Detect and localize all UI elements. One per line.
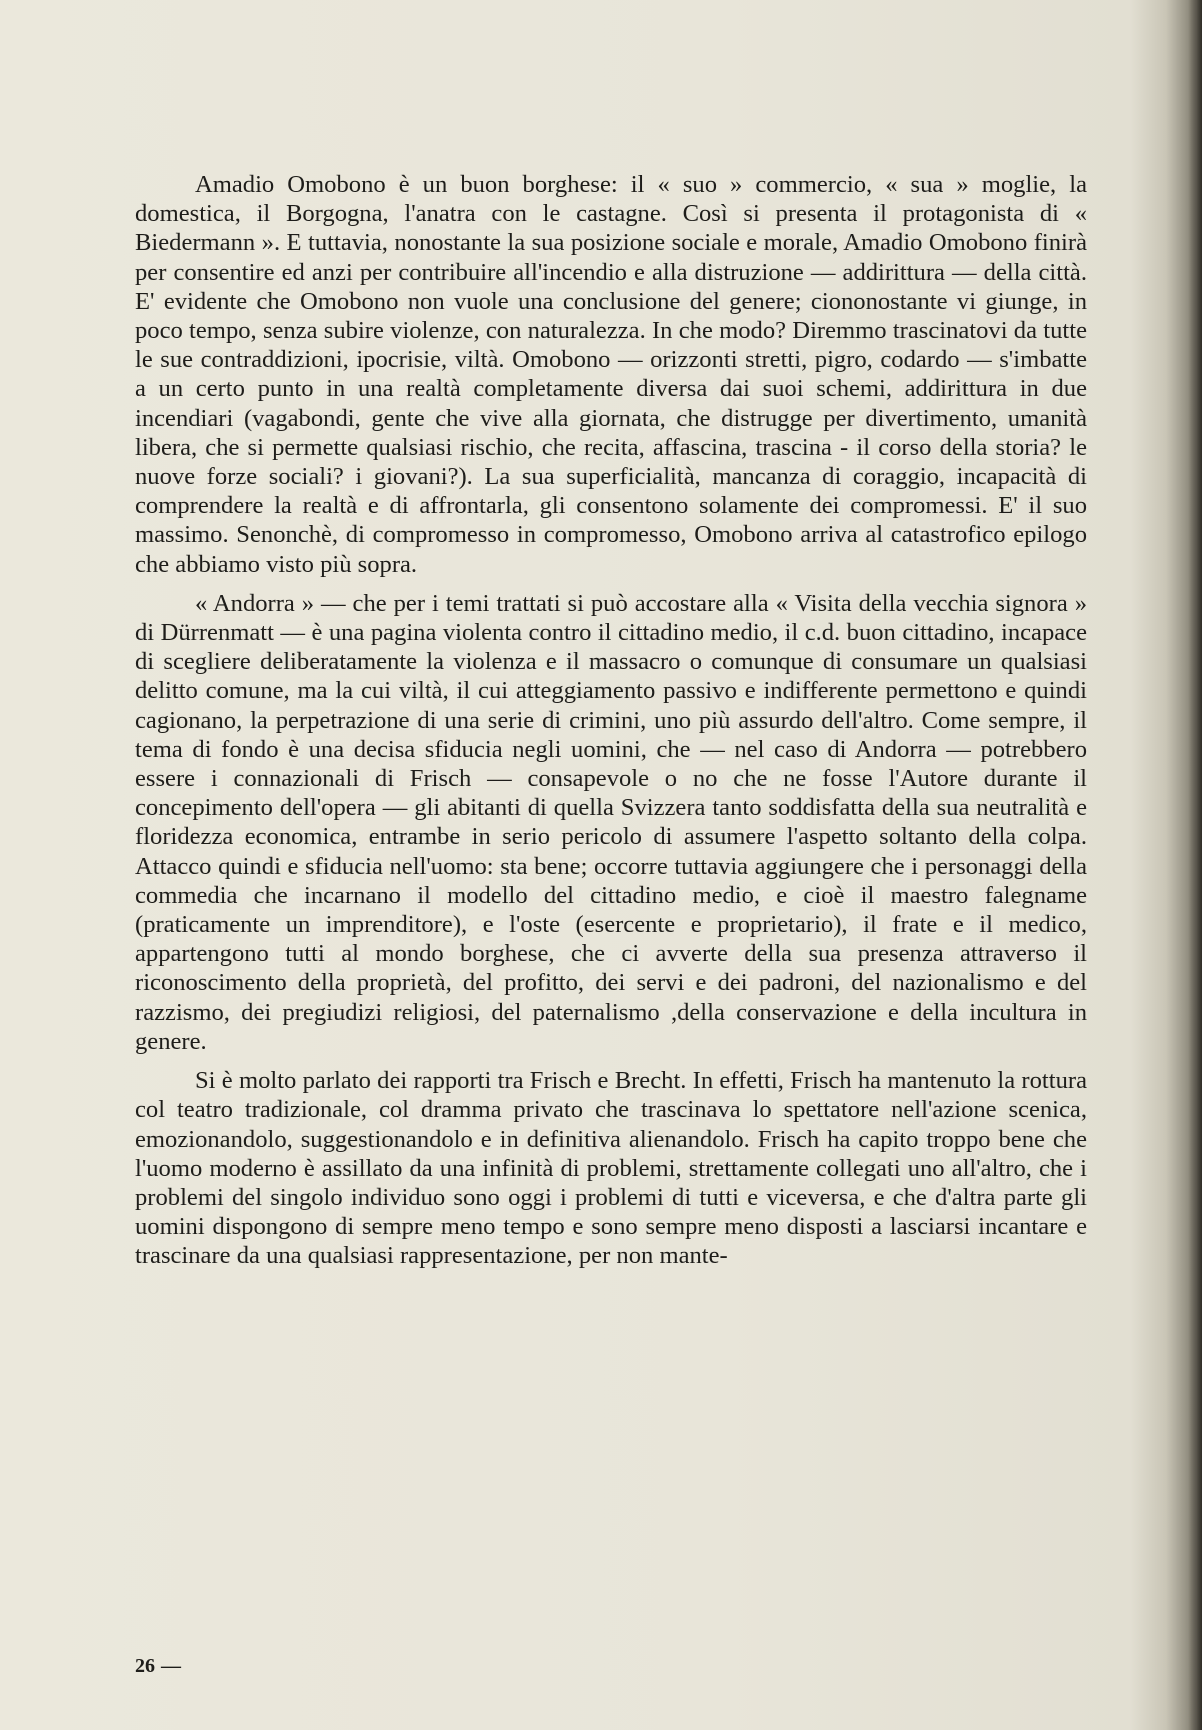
page-binding-shadow	[1188, 0, 1202, 1730]
paragraph-andorra: « Andorra » — che per i temi trattati si può accostare alla « Visita della vecchia signora » di Dürrenmatt — è una pagina violenta contro il cittadino medio, il c.d. buon cittadino, incapace di scegliere deliberatamente la violenza e il massacro o comunque di consumare un qualsiasi delitto comune, ma la cui viltà, il cui atteggiamento passivo e indifferente permettono e quindi cagionano, la perpetrazione di una serie di crimini, uno più assurdo dell'altro. Come sempre, il tema di fondo è una decisa sfiducia negli uomini, che — nel caso di Andorra — potrebbero essere i connazionali di Frisch — consapevole o no che ne fosse l'Autore durante il concepimento dell'opera — gli abitanti di quella Svizzera tanto soddisfatta della sua neutralità e floridezza economica, entrambe in serio pericolo di assumere l'aspetto soltanto della colpa. Attacco quindi e sfiducia nell'uomo: sta bene; occorre tuttavia aggiungere che i personaggi della commedia che incarnano il modello del cittadino medio, e cioè il maestro falegname (praticamente un imprenditore), e l'oste (esercente e proprietario), il frate e il medico, appartengono tutti al mondo borghese, che ci avverte della sua presenza attraverso il riconoscimento della proprietà, del profitto, dei servi e dei padroni, del nazionalismo e del razzismo, dei pregiudizi religiosi, del paternalismo ,della conservazione e della incultura in genere.	[135, 589, 1087, 1055]
paragraph-biedermann: Amadio Omobono è un buon borghese: il « suo » commercio, « sua » moglie, la domestica, il Borgogna, l'anatra con le castagne. Così si presenta il protagonista di « Biedermann ». E tuttavia, nonostante la sua posizione sociale e morale, Amadio Omobono finirà per consentire ed anzi per contribuire all'incendio e alla distruzione — addirittura — della città. E' evidente che Omobono non vuole una conclusione del genere; ciononostante vi giunge, in poco tempo, senza subire violenze, con naturalezza. In che modo? Diremmo trascinatovi da tutte le sue contraddizioni, ipocrisie, viltà. Omobono — orizzonti stretti, pigro, codardo — s'imbatte a un certo punto in una realtà completamente diversa dai suoi schemi, addirittura in due incendiari (vagabondi, gente che vive alla giornata, che distrugge per divertimento, umanità libera, che si permette qualsiasi rischio, che recita, affascina, trascina - il corso della storia? le nuove forze sociali? i giovani?). La sua superficialità, mancanza di coraggio, incapacità di comprendere la realtà e di affrontarla, gli consentono solamente dei compromessi. E' il suo massimo. Senonchè, di compromesso in compromesso, Omobono arriva al catastrofico epilogo che abbiamo visto più sopra.	[135, 171, 1087, 578]
page-number-value: 26	[135, 1655, 155, 1677]
page-number-dash: —	[161, 1655, 181, 1677]
body-text	[135, 170, 1087, 1271]
paragraph-frisch-brecht: Si è molto parlato dei rapporti tra Frisch e Brecht. In effetti, Frisch ha mantenuto la rottura col teatro tradizionale, col dramma privato che trascinava lo spettatore nell'azione scenica, emozionandolo, suggestionandolo e in definitiva alienandolo. Frisch ha capito troppo bene che l'uomo moderno è assillato da una infinità di problemi, strettamente collegati uno all'altro, che i problemi del singolo individuo sono oggi i problemi di tutti e viceversa, e che d'altra parte gli uomini dispongono di sempre meno tempo e sono sempre meno disposti a lasciarsi incantare e trascinare da una qualsiasi rappresentazione, per non mante-	[135, 1067, 1087, 1270]
page-number	[135, 1655, 181, 1678]
